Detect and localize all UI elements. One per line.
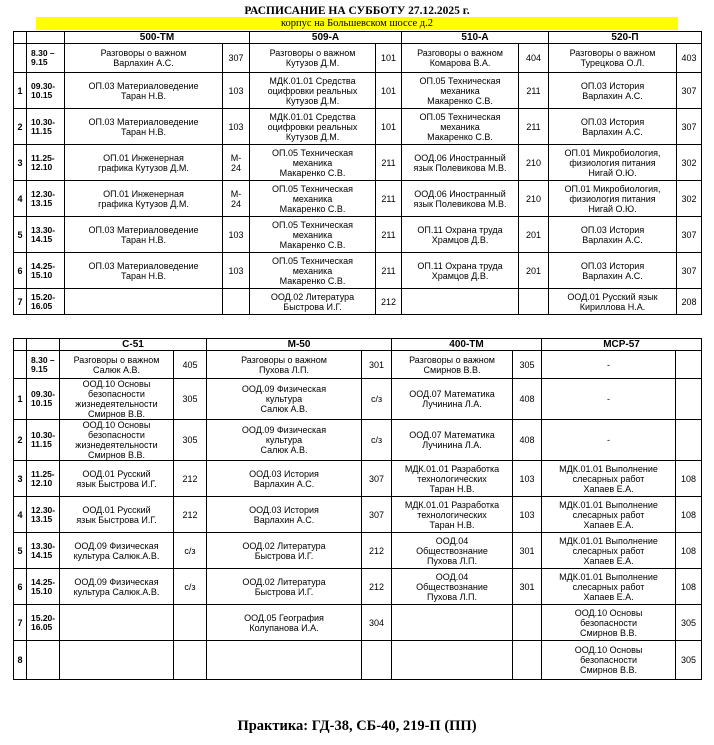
subject-cell: МДК.01.01 Средства оцифровки реальных Кутузов Д.М. <box>250 73 376 109</box>
lesson-number: 1 <box>14 379 27 420</box>
schedule-row <box>14 351 702 379</box>
room-cell: 302 <box>677 181 702 217</box>
room-cell: с/з <box>362 379 392 420</box>
lesson-number <box>14 351 27 379</box>
group-header: 400-ТМ <box>392 339 542 351</box>
schedule-title: РАСПИСАНИЕ НА СУББОТУ 27.12.2025 г. <box>244 5 470 17</box>
lesson-number: 1 <box>14 73 27 109</box>
schedule-row <box>14 73 702 109</box>
lesson-time: 8.30 – 9.15 <box>27 44 65 73</box>
lesson-number: 6 <box>14 569 27 605</box>
lesson-time <box>27 641 60 680</box>
room-cell: 305 <box>676 605 702 641</box>
room-cell: 211 <box>519 109 549 145</box>
lesson-number: 3 <box>14 145 27 181</box>
lesson-time: 11.25- 12.10 <box>27 461 60 497</box>
schedule-row <box>14 145 702 181</box>
room-cell: 307 <box>677 73 702 109</box>
subject-cell: ООД.01 Русский язык Быстрова И.Г. <box>60 461 174 497</box>
room-cell: 210 <box>519 145 549 181</box>
room-cell: 307 <box>223 44 250 73</box>
room-cell <box>519 289 549 315</box>
room-cell: 108 <box>676 497 702 533</box>
room-cell: 405 <box>174 351 207 379</box>
lesson-time: 10.30- 11.15 <box>27 109 65 145</box>
room-cell <box>174 605 207 641</box>
room-cell: 103 <box>223 253 250 289</box>
room-cell: 304 <box>362 605 392 641</box>
room-cell: 208 <box>677 289 702 315</box>
lesson-time: 8.30 – 9.15 <box>27 351 60 379</box>
subject-cell: ОП.01 Микробиология, физиология питания Нигай О.Ю. <box>549 181 677 217</box>
subject-cell: ООД.09 Физическая культура Салюк.А.В. <box>60 569 174 605</box>
schedule-row <box>14 497 702 533</box>
lesson-time: 09.30- 10.15 <box>27 73 65 109</box>
room-cell: 108 <box>676 533 702 569</box>
room-cell: 301 <box>513 569 542 605</box>
lesson-number: 3 <box>14 461 27 497</box>
subject-cell: ОП.01 Инженерная графика Кутузов Д.М. <box>65 145 223 181</box>
room-cell: 212 <box>362 569 392 605</box>
subject-cell: ООД.02 Литература Быстрова И.Г. <box>207 569 362 605</box>
lesson-number: 4 <box>14 497 27 533</box>
subject-cell: ООД.09 Физическая культура Салюк А.В. <box>207 420 362 461</box>
schedule-row <box>14 461 702 497</box>
room-cell: 211 <box>376 145 402 181</box>
campus-subtitle: корпус на Большевском шоссе д.2 <box>36 17 678 30</box>
subject-cell: МДК.01.01 Средства оцифровки реальных Кутузов Д.М. <box>250 109 376 145</box>
subject-cell: ОП.03 История Варлахин А.С. <box>549 253 677 289</box>
practice-footer: Практика: ГД-38, СБ-40, 219-П (ПП) <box>237 718 477 734</box>
room-cell <box>223 289 250 315</box>
subject-cell <box>60 641 174 680</box>
room-cell: 403 <box>677 44 702 73</box>
group-header-row <box>14 32 702 44</box>
lesson-time: 10.30- 11.15 <box>27 420 60 461</box>
subject-cell: ООД.01 Русский язык Кириллова Н.А. <box>549 289 677 315</box>
room-cell: 101 <box>376 44 402 73</box>
room-cell: 103 <box>513 461 542 497</box>
group-header: 500-ТМ <box>65 32 250 44</box>
room-cell: 103 <box>513 497 542 533</box>
schedule-row <box>14 289 702 315</box>
subject-cell: ООД.06 Иностранный язык Полевикова М.В. <box>402 181 519 217</box>
room-cell: с/з <box>174 533 207 569</box>
room-cell <box>513 605 542 641</box>
schedule-table-2 <box>13 338 702 680</box>
lesson-time: 13.30- 14.15 <box>27 533 60 569</box>
subject-cell: - <box>542 351 676 379</box>
schedule-row <box>14 420 702 461</box>
lesson-time: 15.20- 16.05 <box>27 605 60 641</box>
lesson-number: 7 <box>14 289 27 315</box>
subject-cell: ОП.03 История Варлахин А.С. <box>549 217 677 253</box>
subject-cell: ООД.06 Иностранный язык Полевикова М.В. <box>402 145 519 181</box>
subject-cell: ОП.11 Охрана труда Храмцов Д.В. <box>402 253 519 289</box>
room-cell: 210 <box>519 181 549 217</box>
header-blank <box>27 339 60 351</box>
room-cell: 201 <box>519 217 549 253</box>
room-cell: 211 <box>376 253 402 289</box>
room-cell: 212 <box>376 289 402 315</box>
schedule-row <box>14 641 702 680</box>
schedule-table-1 <box>13 31 702 315</box>
room-cell <box>676 420 702 461</box>
subject-cell: МДК.01.01 Выполнение слесарных работ Хапаев Е.А. <box>542 497 676 533</box>
group-header: 509-А <box>250 32 402 44</box>
room-cell: 408 <box>513 420 542 461</box>
subject-cell: ОП.03 Материаловедение Таран Н.В. <box>65 217 223 253</box>
room-cell <box>676 379 702 420</box>
subject-cell: Разговоры о важном Салюк А.В. <box>60 351 174 379</box>
schedule-row <box>14 533 702 569</box>
schedule-row <box>14 109 702 145</box>
lesson-time: 11.25- 12.10 <box>27 145 65 181</box>
subject-cell: ОП.03 Материаловедение Таран Н.В. <box>65 73 223 109</box>
subject-cell: ОП.03 Материаловедение Таран Н.В. <box>65 109 223 145</box>
room-cell: 212 <box>174 461 207 497</box>
lesson-number: 8 <box>14 641 27 680</box>
subject-cell <box>402 289 519 315</box>
subject-cell: ООД.07 Математика Лучинина Л.А. <box>392 420 513 461</box>
lesson-time: 14.25- 15.10 <box>27 569 60 605</box>
subject-cell: МДК.01.01 Разработка технологических Таран Н.В. <box>392 461 513 497</box>
room-cell: 101 <box>376 109 402 145</box>
room-cell: 103 <box>223 217 250 253</box>
lesson-number: 2 <box>14 109 27 145</box>
lesson-time: 12.30- 13.15 <box>27 181 65 217</box>
subject-cell: ООД.10 Основы безопасности жизнедеятельности Смирнов В.В. <box>60 420 174 461</box>
subject-cell: ОП.03 История Варлахин А.С. <box>549 73 677 109</box>
room-cell: с/з <box>174 569 207 605</box>
room-cell: 201 <box>519 253 549 289</box>
schedule-row <box>14 605 702 641</box>
room-cell <box>362 641 392 680</box>
subject-cell: ООД.03 История Варлахин А.С. <box>207 497 362 533</box>
subject-cell: ОП.03 История Варлахин А.С. <box>549 109 677 145</box>
subject-cell: ООД.10 Основы безопасности Смирнов В.В. <box>542 641 676 680</box>
room-cell: 212 <box>362 533 392 569</box>
room-cell: М- 24 <box>223 181 250 217</box>
lesson-number: 5 <box>14 533 27 569</box>
subject-cell: Разговоры о важном Варлахин А.С. <box>65 44 223 73</box>
lesson-time: 14.25- 15.10 <box>27 253 65 289</box>
schedule-row <box>14 253 702 289</box>
lesson-number: 4 <box>14 181 27 217</box>
header-blank <box>14 32 27 44</box>
subject-cell: ОП.05 Техническая механика Макаренко С.В. <box>402 109 519 145</box>
subject-cell: ООД.09 Физическая культура Салюк.А.В. <box>60 533 174 569</box>
group-header-row <box>14 339 702 351</box>
group-header: 520-П <box>549 32 702 44</box>
subject-cell: ООД.04 Обществознание Пухова Л.П. <box>392 569 513 605</box>
room-cell: 101 <box>376 73 402 109</box>
room-cell: 211 <box>519 73 549 109</box>
header-blank <box>27 32 65 44</box>
subject-cell: ООД.09 Физическая культура Салюк А.В. <box>207 379 362 420</box>
group-header: 510-А <box>402 32 549 44</box>
subject-cell: МДК.01.01 Выполнение слесарных работ Хапаев Е.А. <box>542 533 676 569</box>
room-cell: 305 <box>513 351 542 379</box>
header-blank <box>14 339 27 351</box>
room-cell: 211 <box>376 181 402 217</box>
room-cell: 408 <box>513 379 542 420</box>
subject-cell <box>392 641 513 680</box>
subject-cell: МДК.01.01 Выполнение слесарных работ Хапаев Е.А. <box>542 461 676 497</box>
group-header: С-51 <box>60 339 207 351</box>
subject-cell: Разговоры о важном Комарова В.А. <box>402 44 519 73</box>
room-cell: 305 <box>174 420 207 461</box>
room-cell: 301 <box>513 533 542 569</box>
schedule-row <box>14 44 702 73</box>
room-cell: 307 <box>677 253 702 289</box>
subject-cell: ООД.01 Русский язык Быстрова И.Г. <box>60 497 174 533</box>
room-cell <box>174 641 207 680</box>
group-header: МСР-57 <box>542 339 702 351</box>
room-cell: с/з <box>362 420 392 461</box>
room-cell: 307 <box>677 109 702 145</box>
subject-cell: Разговоры о важном Кутузов Д.М. <box>250 44 376 73</box>
lesson-time: 12.30- 13.15 <box>27 497 60 533</box>
subject-cell: ООД.07 Математика Лучинина Л.А. <box>392 379 513 420</box>
group-header: М-50 <box>207 339 392 351</box>
subject-cell <box>60 605 174 641</box>
room-cell: 108 <box>676 569 702 605</box>
subject-cell: ОП.01 Инженерная графика Кутузов Д.М. <box>65 181 223 217</box>
subject-cell: ОП.05 Техническая механика Макаренко С.В. <box>250 181 376 217</box>
subject-cell: ООД.04 Обществознание Пухова Л.П. <box>392 533 513 569</box>
subject-cell: Разговоры о важном Смирнов В.В. <box>392 351 513 379</box>
lesson-number: 5 <box>14 217 27 253</box>
schedule-row <box>14 181 702 217</box>
room-cell: 211 <box>376 217 402 253</box>
lesson-time: 15.20- 16.05 <box>27 289 65 315</box>
lesson-time: 09.30- 10.15 <box>27 379 60 420</box>
subject-cell: МДК.01.01 Выполнение слесарных работ Хапаев Е.А. <box>542 569 676 605</box>
room-cell: 103 <box>223 73 250 109</box>
subject-cell: ОП.11 Охрана труда Храмцов Д.В. <box>402 217 519 253</box>
subject-cell <box>392 605 513 641</box>
subject-cell: Разговоры о важном Пухова Л.П. <box>207 351 362 379</box>
lesson-time: 13.30- 14.15 <box>27 217 65 253</box>
subject-cell <box>207 641 362 680</box>
subject-cell: ОП.03 Материаловедение Таран Н.В. <box>65 253 223 289</box>
room-cell: 302 <box>677 145 702 181</box>
subject-cell <box>65 289 223 315</box>
subject-cell: ОП.01 Микробиология, физиология питания Нигай О.Ю. <box>549 145 677 181</box>
room-cell <box>513 641 542 680</box>
subject-cell: - <box>542 420 676 461</box>
subject-cell: ООД.10 Основы безопасности Смирнов В.В. <box>542 605 676 641</box>
subject-cell: ОП.05 Техническая механика Макаренко С.В. <box>402 73 519 109</box>
schedule-row <box>14 379 702 420</box>
room-cell: 103 <box>223 109 250 145</box>
lesson-number: 6 <box>14 253 27 289</box>
subject-cell: ООД.05 География Колупанова И.А. <box>207 605 362 641</box>
subject-cell: ООД.03 История Варлахин А.С. <box>207 461 362 497</box>
room-cell: 305 <box>676 641 702 680</box>
subject-cell: ООД.02 Литература Быстрова И.Г. <box>207 533 362 569</box>
schedule-row <box>14 569 702 605</box>
subject-cell: ООД.10 Основы безопасности жизнедеятельности Смирнов В.В. <box>60 379 174 420</box>
lesson-number: 2 <box>14 420 27 461</box>
room-cell: 307 <box>362 497 392 533</box>
room-cell <box>676 351 702 379</box>
subject-cell: ОП.05 Техническая механика Макаренко С.В. <box>250 253 376 289</box>
room-cell: 212 <box>174 497 207 533</box>
subject-cell: - <box>542 379 676 420</box>
room-cell: М- 24 <box>223 145 250 181</box>
subject-cell: ОП.05 Техническая механика Макаренко С.В. <box>250 217 376 253</box>
room-cell: 301 <box>362 351 392 379</box>
room-cell: 307 <box>362 461 392 497</box>
subject-cell: ООД.02 Литература Быстрова И.Г. <box>250 289 376 315</box>
schedule-row <box>14 217 702 253</box>
lesson-number <box>14 44 27 73</box>
room-cell: 305 <box>174 379 207 420</box>
subject-cell: МДК.01.01 Разработка технологических Таран Н.В. <box>392 497 513 533</box>
subject-cell: ОП.05 Техническая механика Макаренко С.В. <box>250 145 376 181</box>
subject-cell: Разговоры о важном Турецкова О.Л. <box>549 44 677 73</box>
room-cell: 108 <box>676 461 702 497</box>
room-cell: 307 <box>677 217 702 253</box>
room-cell: 404 <box>519 44 549 73</box>
lesson-number: 7 <box>14 605 27 641</box>
